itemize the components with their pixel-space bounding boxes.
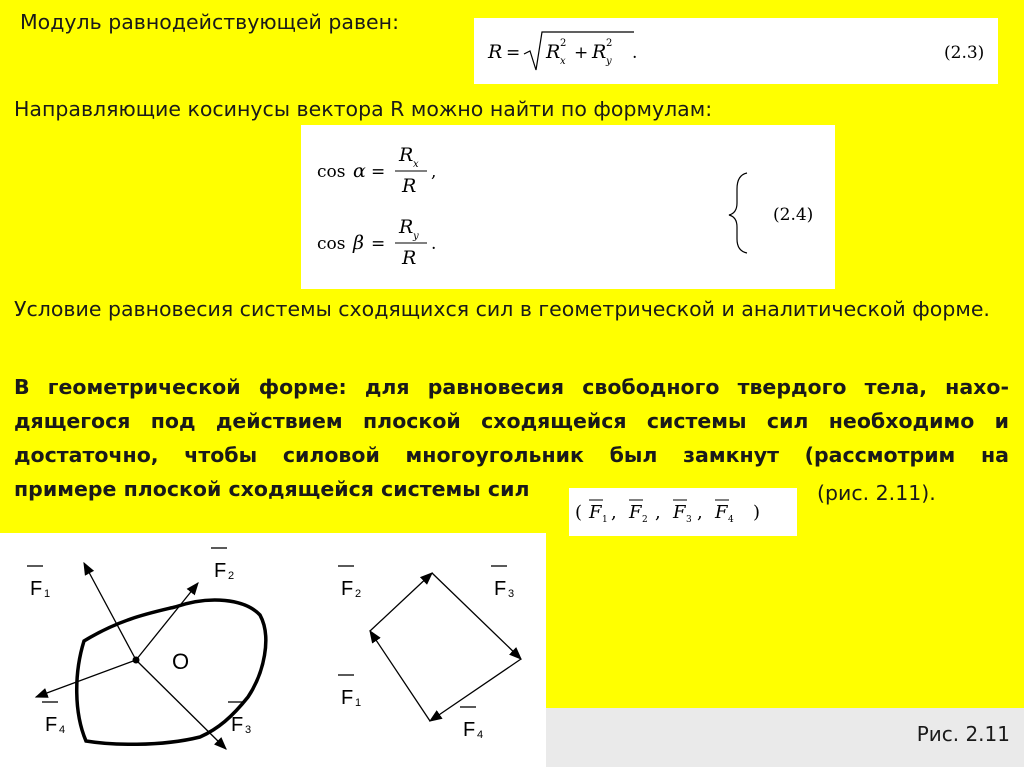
label-f1: F [30, 578, 43, 600]
num-rx: R [399, 144, 414, 166]
label-f4: F [45, 714, 58, 736]
force-set-sep1: , [611, 502, 617, 523]
formula-2-4 [301, 125, 835, 289]
formula-rx: R [546, 41, 561, 63]
poly-label-f4-sub: 4 [477, 729, 484, 741]
num-rx-sub: x [413, 159, 419, 170]
concurrency-point [133, 657, 140, 664]
force-set-close: ) [753, 502, 761, 523]
poly-label-f2-sub: 2 [355, 588, 362, 600]
formula-ry-sup: 2 [606, 38, 613, 49]
force-set-f2: F [629, 502, 642, 523]
formula-plus: + [574, 43, 589, 63]
label-f3: F [231, 714, 244, 736]
poly-label-f3-sub: 3 [508, 588, 515, 600]
den-r-beta: R [402, 247, 417, 269]
num-ry-sub: y [413, 231, 419, 242]
force-arrow-f1 [84, 563, 136, 660]
formula-rx-sup: 2 [560, 38, 567, 49]
formula-2-4-svg [301, 125, 835, 289]
formula-dot: . [632, 43, 638, 63]
formula-2-3-number: (2.3) [944, 43, 985, 63]
center-label-o: O [172, 649, 190, 674]
poly-label-f4: F [463, 719, 476, 741]
yellow-side-panel [546, 533, 1024, 708]
force-set-sep2: , [655, 502, 661, 523]
force-set-f4: F [715, 502, 728, 523]
cos-beta-label: cos [317, 234, 346, 254]
heading-cosines: Направляющие косинусы вектора R можно найти по формулам: [14, 97, 713, 121]
formula-2-3 [474, 18, 998, 84]
force-set-sep3: , [697, 502, 703, 523]
curly-brace [729, 173, 747, 253]
force-set-f1-sub: 1 [602, 515, 608, 525]
eq-beta: = [371, 234, 386, 254]
poly-label-f1: F [341, 687, 354, 709]
formula-eq: = [506, 43, 521, 63]
polygon-side-f3 [432, 573, 521, 659]
poly-label-f3: F [494, 578, 507, 600]
geometric-line-2: дящегося под действием плоской сходящейся системы сил необходимо и [14, 409, 1009, 433]
equilibrium-paragraph: Условие равновесия системы сходящихся сил в геометрической и аналитической форме. [14, 297, 990, 321]
geometric-line-1: В геометрической форме: для равновесия свободного твердого тела, нахо- [14, 375, 1009, 399]
polygon-side-f1 [370, 631, 430, 721]
force-set-f4-sub: 4 [728, 515, 734, 525]
num-ry: R [399, 216, 414, 238]
label-f3-sub: 3 [245, 724, 252, 736]
force-set-f1: F [589, 502, 602, 523]
force-set-f3: F [673, 502, 686, 523]
label-f4-sub: 4 [59, 724, 66, 736]
poly-label-f2: F [341, 578, 354, 600]
force-set-f3-sub: 3 [686, 515, 692, 525]
label-f2-sub: 2 [228, 570, 235, 582]
alpha-symbol: α [353, 160, 366, 182]
force-set-svg [569, 488, 797, 536]
formula-2-4-number: (2.4) [773, 205, 814, 225]
den-r-alpha: R [402, 175, 417, 197]
formula-ry-sub: y [606, 56, 612, 67]
figure-reference: (рис. 2.11). [817, 481, 936, 505]
dot-beta: . [431, 234, 437, 254]
formula-rx-sub: x [560, 56, 566, 67]
force-set-f2-sub: 2 [642, 515, 648, 525]
force-arrow-f4 [36, 660, 136, 697]
force-set-open: ( [575, 502, 583, 523]
formula-ry: R [592, 41, 607, 63]
formula-2-3-svg [474, 18, 998, 84]
beta-symbol: β [353, 232, 364, 254]
eq-alpha: = [371, 162, 386, 182]
force-diagrams [0, 533, 546, 767]
polygon-side-f4 [430, 659, 521, 721]
comma-alpha: , [431, 162, 437, 182]
figure-caption: Рис. 2.11 [916, 722, 1010, 746]
polygon-side-f2 [370, 573, 432, 631]
geometric-line-4: примере плоской сходящейся системы сил [14, 477, 530, 501]
heading-modulus: Модуль равнодействующей равен: [20, 10, 399, 34]
formula-r: R [488, 41, 503, 63]
poly-label-f1-sub: 1 [355, 697, 362, 709]
label-f1-sub: 1 [44, 588, 51, 600]
cos-alpha-label: cos [317, 162, 346, 182]
geometric-line-3: достаточно, чтобы силовой многоугольник был замкнут (рассмотрим на [14, 443, 1009, 467]
label-f2: F [214, 560, 227, 582]
force-set-box [569, 488, 797, 536]
